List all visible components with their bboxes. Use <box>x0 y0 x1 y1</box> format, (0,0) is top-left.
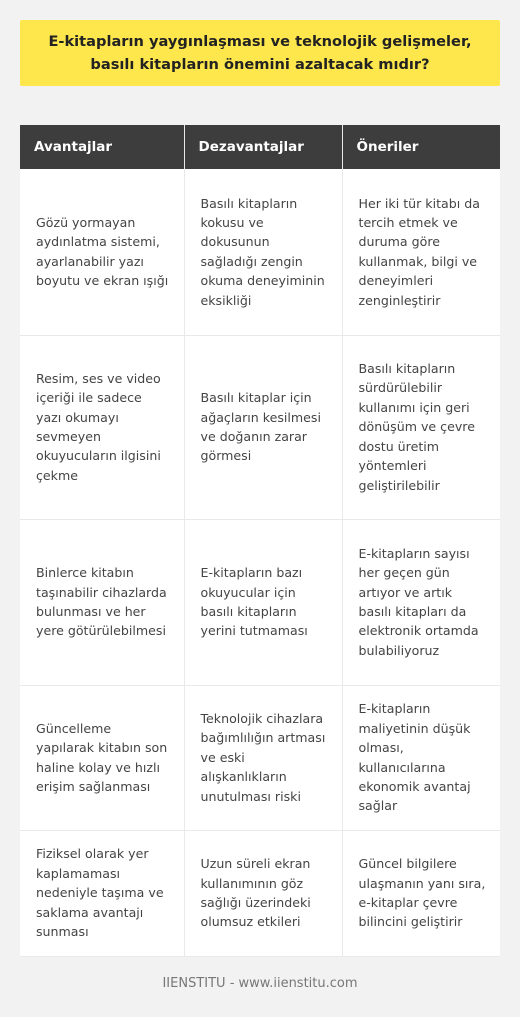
disadvantage-cell: Basılı kitapların kokusu ve dokusunun sağladığı zengin okuma deneyiminin eksikliği <box>184 169 342 335</box>
advantage-cell: Resim, ses ve video içeriği ile sadece yazı okumayı sevmeyen okuyucuların ilgisini çekme <box>20 335 184 519</box>
advantage-cell: Binlerce kitabın taşınabilir cihazlarda bulunması ve her yere götürülebilmesi <box>20 519 184 685</box>
advantage-cell: Gözü yormayan aydınlatma sistemi, ayarlanabilir yazı boyutu ve ekran ışığı <box>20 169 184 335</box>
header-disadvantages: Dezavantajlar <box>184 125 342 169</box>
disadvantage-cell: Uzun süreli ekran kullanımının göz sağlığı üzerindeki olumsuz etkileri <box>184 830 342 956</box>
suggestion-cell: Güncel bilgilere ulaşmanın yanı sıra, e-kitaplar çevre bilincini geliştirir <box>342 830 500 956</box>
header-advantages: Avantajlar <box>20 125 184 169</box>
table-row <box>20 685 500 830</box>
comparison-table <box>20 125 500 957</box>
table-row <box>20 169 500 335</box>
page-title: E-kitapların yaygınlaşması ve teknolojik gelişmeler, basılı kitapların önemini azaltacak mıdır? <box>20 20 500 86</box>
table-header-row <box>20 125 500 169</box>
footer-credit: IIENSTITU - www.iienstitu.com <box>162 976 358 991</box>
disadvantage-cell: Basılı kitaplar için ağaçların kesilmesi ve doğanın zarar görmesi <box>184 335 342 519</box>
advantage-cell: Güncelleme yapılarak kitabın son haline kolay ve hızlı erişim sağlanması <box>20 685 184 830</box>
suggestion-cell: E-kitapların sayısı her geçen gün artıyor ve artık basılı kitapları da elektronik ortamda bulabiliyoruz <box>342 519 500 685</box>
header-suggestions: Öneriler <box>342 125 500 169</box>
advantage-cell: Fiziksel olarak yer kaplamaması nedeniyle taşıma ve saklama avantajı sunması <box>20 830 184 956</box>
table-row <box>20 519 500 685</box>
suggestion-cell: E-kitapların maliyetinin düşük olması, kullanıcılarına ekonomik avantaj sağlar <box>342 685 500 830</box>
suggestion-cell: Basılı kitapların sürdürülebilir kullanımı için geri dönüşüm ve çevre dostu üretim yöntemleri geliştirilebilir <box>342 335 500 519</box>
disadvantage-cell: Teknolojik cihazlara bağımlılığın artması ve eski alışkanlıkların unutulması riski <box>184 685 342 830</box>
table-row <box>20 830 500 956</box>
table-row <box>20 335 500 519</box>
suggestion-cell: Her iki tür kitabı da tercih etmek ve duruma göre kullanmak, bilgi ve deneyimleri zenginleştirir <box>342 169 500 335</box>
disadvantage-cell: E-kitapların bazı okuyucular için basılı kitapların yerini tutmaması <box>184 519 342 685</box>
